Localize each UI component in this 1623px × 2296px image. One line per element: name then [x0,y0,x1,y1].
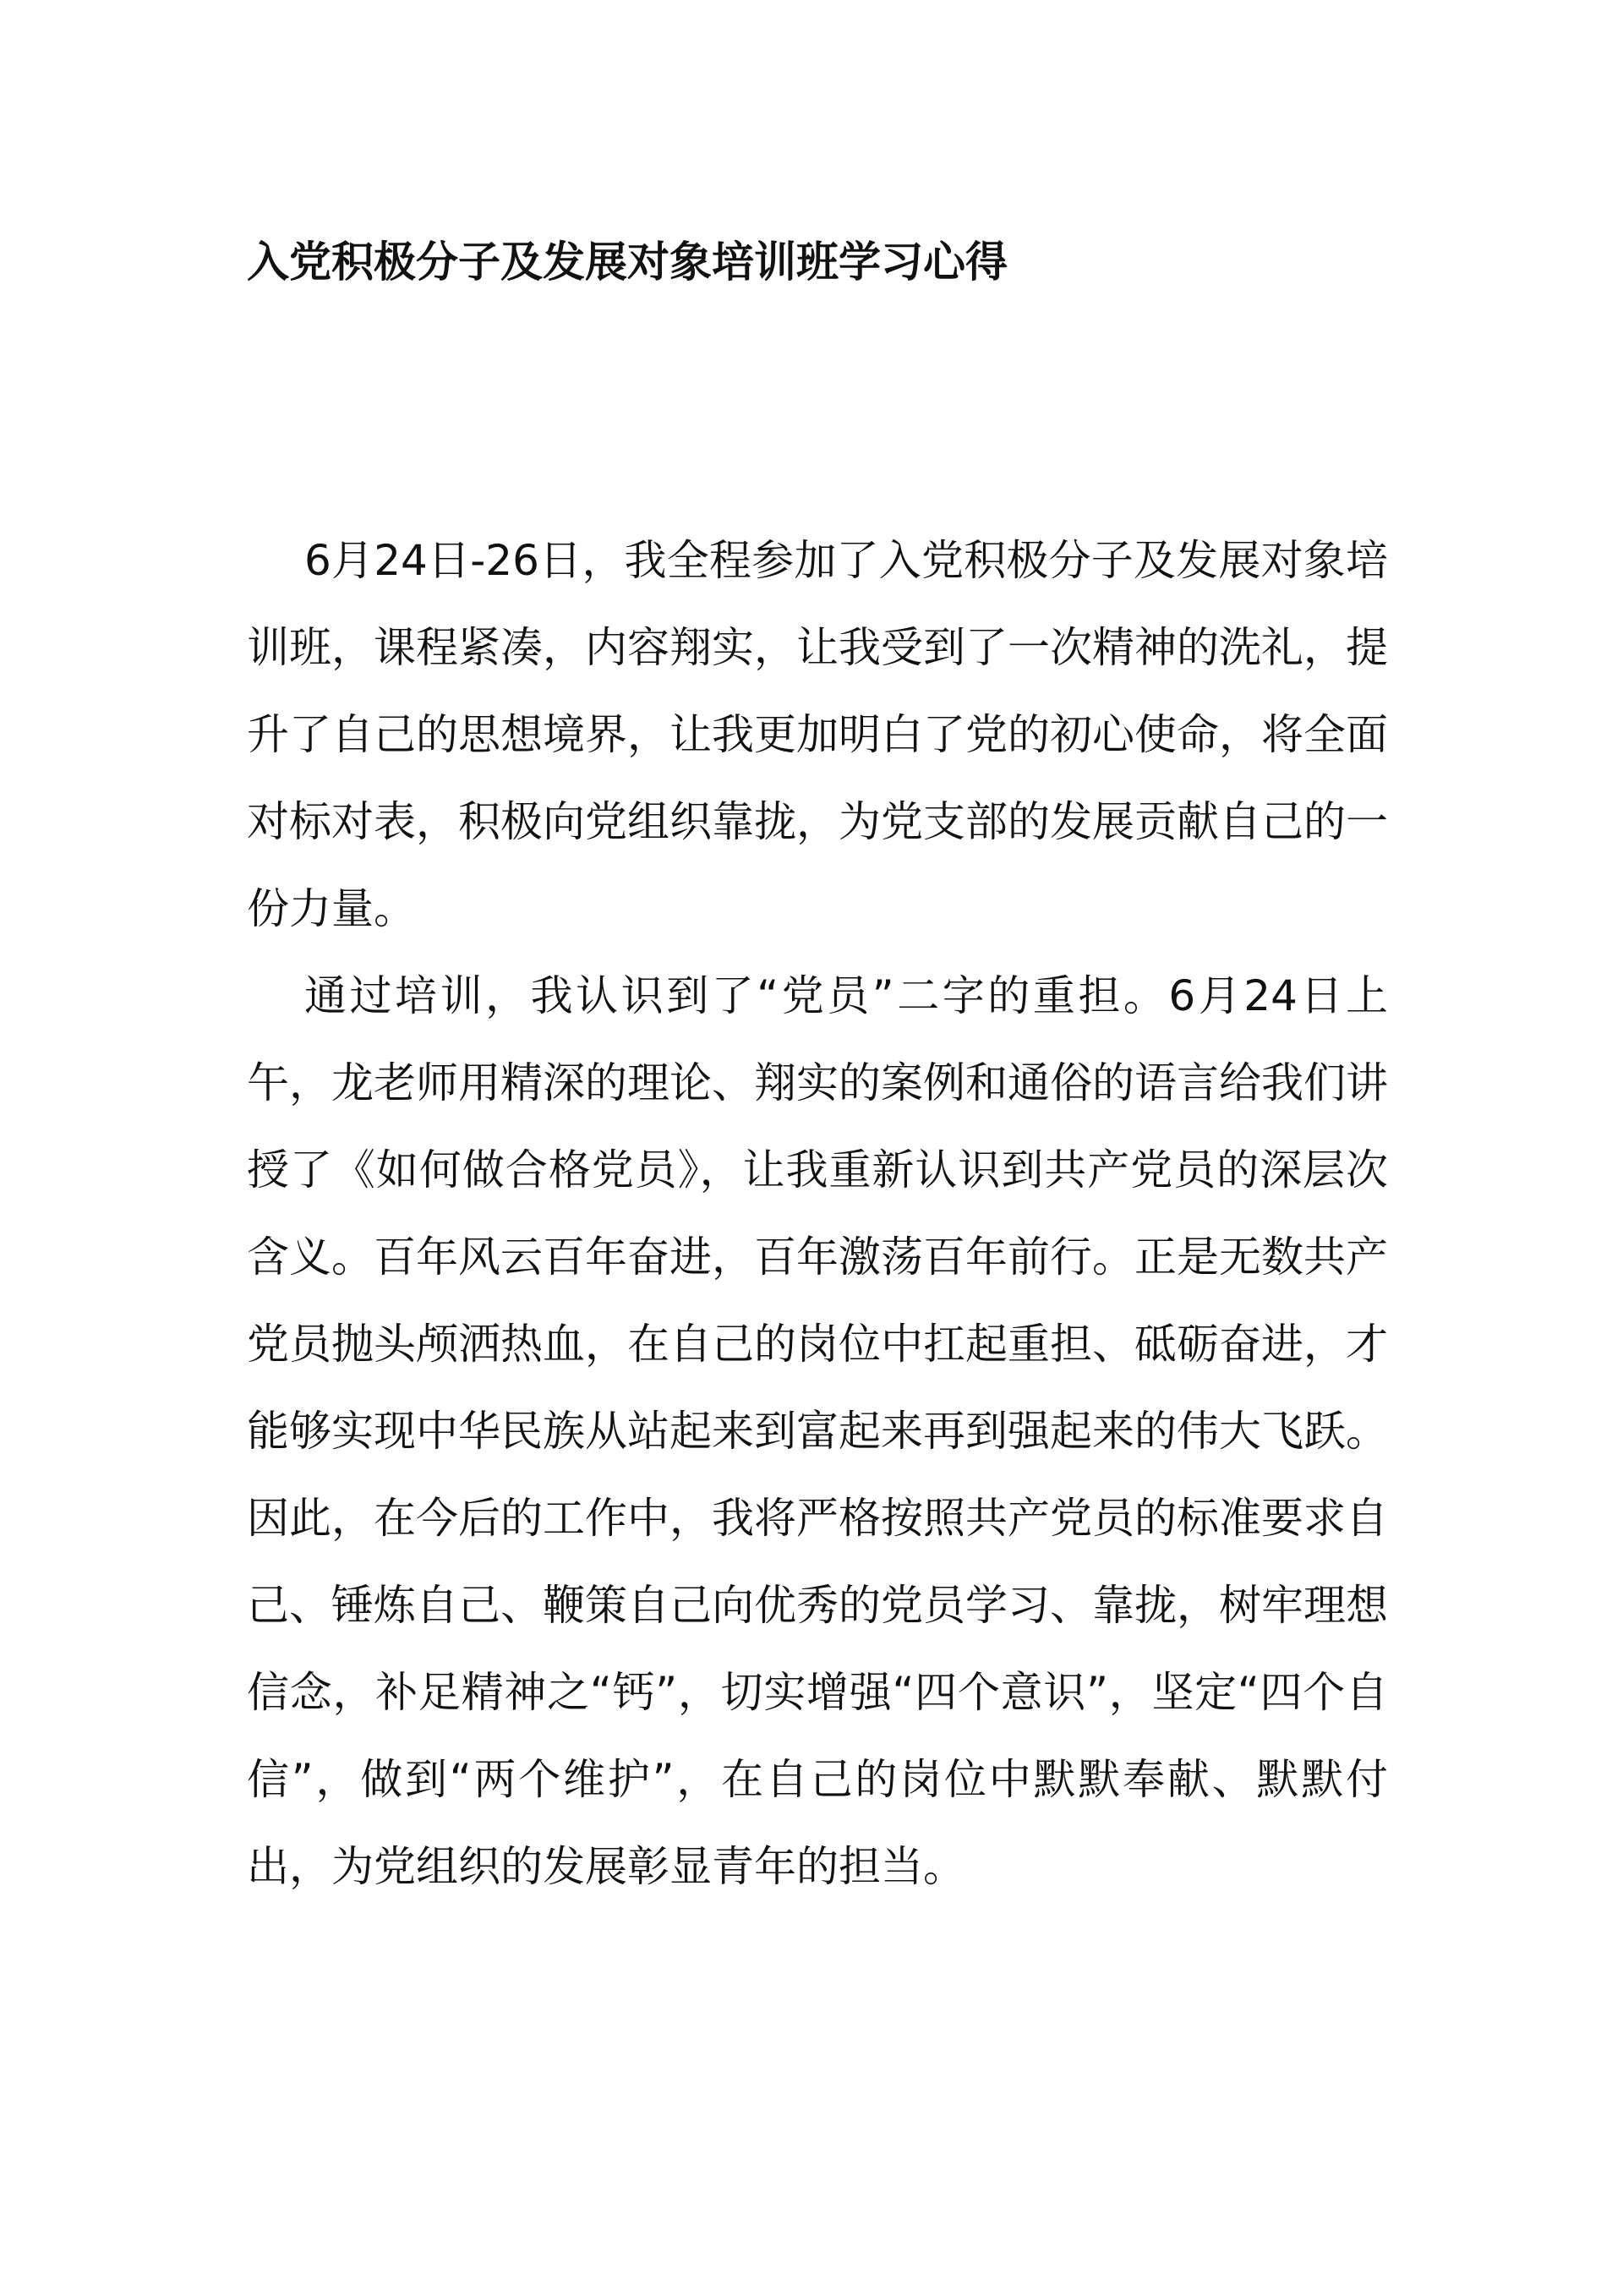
document-body [247,517,1388,1911]
document-title: 入党积极分子及发展对象培训班学习心得 [247,238,1008,287]
paragraph-2: 通过培训，我认识到了“党员”二字的重担。6月24日上午，龙老师用精深的理论、翔实的案例和通俗的语言给我们讲授了《如何做合格党员》，让我重新认识到共产党员的深层次含义。百年风云百年奋进，百年激荡百年前行。正是无数共产党员抛头颅洒热血，在自己的岗位中扛起重担、砥砺奋进，才能够实现中华民族从站起来到富起来再到强起来的伟大飞跃。因此，在今后的工作中，我将严格按照共产党员的标准要求自己、锤炼自己、鞭策自己向优秀的党员学习、靠拢，树牢理想信念，补足精神之“钙”，切实增强“四个意识”，坚定“四个自信”，做到“两个维护”，在自己的岗位中默默奉献、默默付出，为党组织的发展彰显青年的担当。 [247,971,1388,1891]
paragraph-1: 6月24日-26日，我全程参加了入党积极分子及发展对象培训班，课程紧凑，内容翔实，让我受到了一次精神的洗礼，提升了自己的思想境界，让我更加明白了党的初心使命，将全面对标对表，积极向党组织靠拢，为党支部的发展贡献自己的一份力量。 [247,536,1388,933]
